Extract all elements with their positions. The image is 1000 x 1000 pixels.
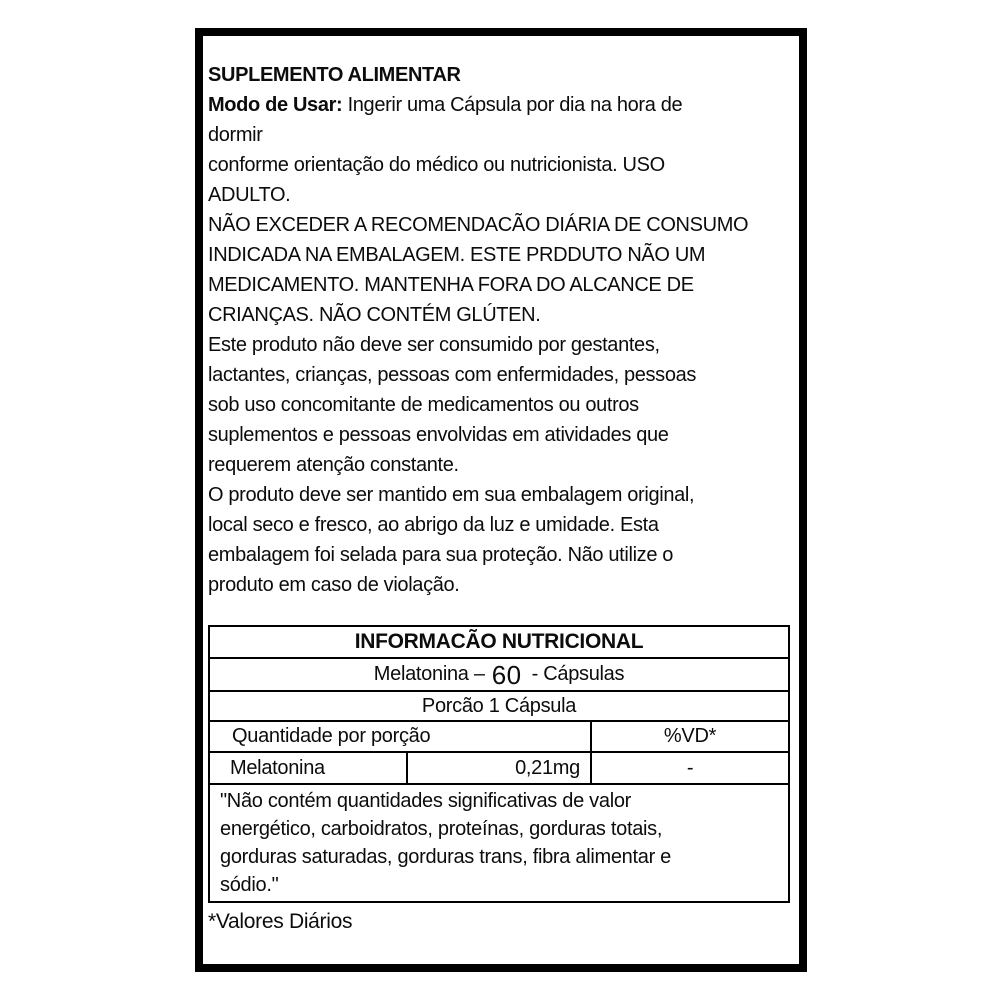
nutrition-table xyxy=(208,625,790,903)
table-header-row xyxy=(210,722,788,753)
label-text-line: INDICADA NA EMBALAGEM. ESTE PRDDUTO NÃO UM xyxy=(208,244,706,266)
label-text-line: suplementos e pessoas envolvidas em atividades que xyxy=(208,424,669,446)
label-body-text xyxy=(208,60,797,600)
label-text-line: lactantes, crianças, pessoas com enfermidades, pessoas xyxy=(208,364,697,386)
vd-header-cell: %VD* xyxy=(663,725,717,747)
footnote-line: energético, carboidratos, proteínas, gorduras totais, xyxy=(220,818,663,840)
label-text-line: local seco e fresco, ao abrigo da luz e umidade. Esta xyxy=(208,514,659,536)
footnote-line: gorduras saturadas, gorduras trans, fibra alimentar e xyxy=(220,846,672,868)
label-text-line: CRIANÇAS. NÃO CONTÉM GLÚTEN. xyxy=(208,304,541,326)
label-frame xyxy=(195,28,807,972)
product-name-prefix: Melatonina – xyxy=(373,663,485,685)
footnote-line: "Não contém quantidades significativas de valor xyxy=(220,790,632,812)
ingredient-vd-cell: - xyxy=(686,756,694,779)
portion-row: Porcão 1 Cápsula xyxy=(210,692,788,722)
label-text-line: sob uso concomitante de medicamentos ou outros xyxy=(208,394,639,416)
supplement-heading: SUPLEMENTO ALIMENTAR xyxy=(208,64,461,86)
capsule-count: 60 xyxy=(491,659,522,690)
label-text-line: Este produto não deve ser consumido por gestantes, xyxy=(208,334,660,356)
product-name-suffix: - Cápsulas xyxy=(531,663,625,685)
footnote-line: sódio." xyxy=(220,874,279,896)
label-text-line: dormir xyxy=(208,124,263,146)
label-text-line: Modo de Usar: Ingerir uma Cápsula por dia na hora de xyxy=(208,94,683,116)
label-text-line: requerem atenção constante. xyxy=(208,454,459,476)
label-text-line: produto em caso de violação. xyxy=(208,574,460,596)
label-text-line: NÃO EXCEDER A RECOMENDACÃO DIÁRIA DE CONSUMO xyxy=(208,214,749,236)
label-text-line: O produto deve ser mantido em sua embalagem original, xyxy=(208,484,695,506)
label-text-line: ADULTO. xyxy=(208,184,291,206)
ingredient-name-cell: Melatonina xyxy=(210,753,408,783)
daily-values-note: *Valores Diários xyxy=(208,910,353,933)
label-text-line: MEDICAMENTO. MANTENHA FORA DO ALCANCE DE xyxy=(208,274,694,296)
ingredient-row xyxy=(210,753,788,785)
label-text-line: embalagem foi selada para sua proteção. Não utilize o xyxy=(208,544,674,566)
nutrition-footnote xyxy=(210,785,788,901)
ingredient-amount-cell: 0,21mg xyxy=(408,753,592,783)
quantity-header-cell: Quantidade por porção xyxy=(210,722,592,751)
nutrition-table-title: INFORMACÃO NUTRICIONAL xyxy=(210,627,788,659)
usage-heading: Modo de Usar: xyxy=(208,94,343,116)
label-text-line xyxy=(208,60,797,90)
product-name-row xyxy=(210,659,788,692)
label-text-line: conforme orientação do médico ou nutricionista. USO xyxy=(208,154,665,176)
